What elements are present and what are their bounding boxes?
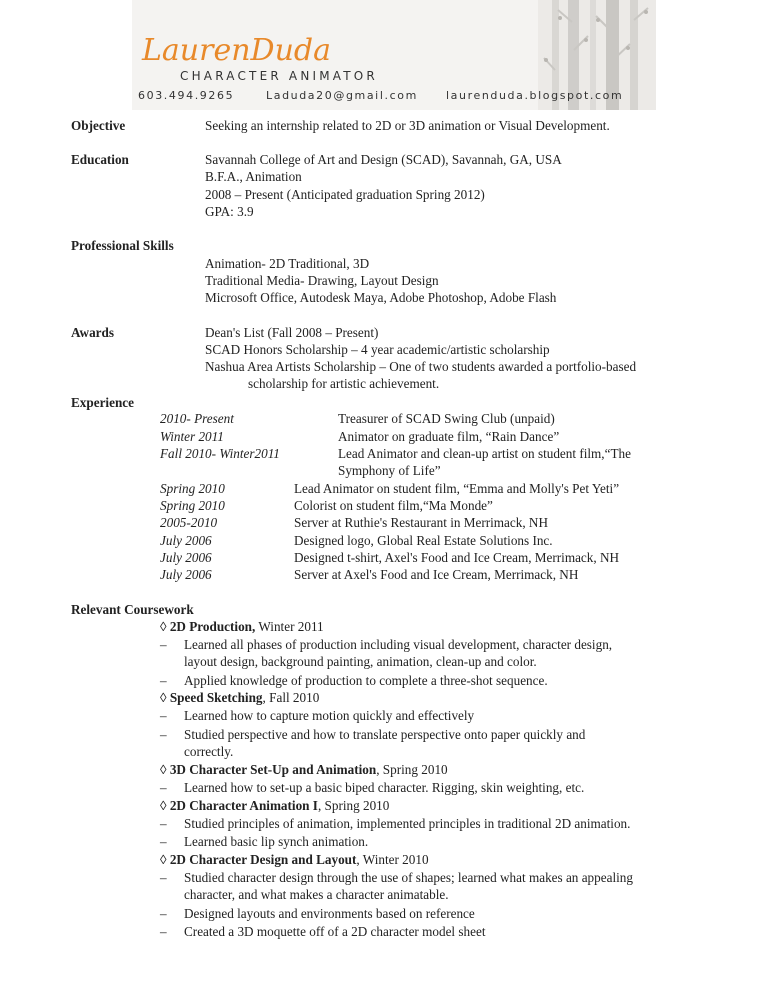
awards-line: Nashua Area Artists Scholarship – One of two students awarded a portfolio-based <box>205 359 637 374</box>
dash-bullet-icon: – <box>160 708 167 723</box>
coursework-heading: Relevant Coursework <box>71 602 194 617</box>
education-heading: Education <box>71 152 129 167</box>
objective-heading: Objective <box>71 118 126 133</box>
dash-bullet-icon: – <box>160 906 167 921</box>
course-term: , Spring 2010 <box>317 798 390 813</box>
course-title: 2D Character Animation I <box>169 798 318 813</box>
experience-desc: Lead Animator on student film, “Emma and Molly's Pet Yeti” <box>294 481 620 496</box>
experience-date: July 2006 <box>160 550 212 565</box>
course-bullet: correctly. <box>184 744 234 759</box>
diamond-bullet-icon: ◊ <box>160 852 167 867</box>
skills-line: Animation- 2D Traditional, 3D <box>205 256 370 271</box>
course-term: , Spring 2010 <box>376 762 448 777</box>
experience-desc: Treasurer of SCAD Swing Club (unpaid) <box>338 411 555 426</box>
dash-bullet-icon: – <box>160 816 167 831</box>
resume-title: CHARACTER ANIMATOR <box>180 69 378 83</box>
dash-bullet-icon: – <box>160 673 167 688</box>
diamond-bullet-icon: ◊ <box>160 762 167 777</box>
dash-bullet-icon: – <box>160 870 167 885</box>
experience-date: July 2006 <box>160 567 212 582</box>
experience-date: 2010- Present <box>160 411 234 426</box>
course-bullet: Designed layouts and environments based on reference <box>184 906 475 921</box>
skills-line: Traditional Media- Drawing, Layout Design <box>205 273 439 288</box>
course-bullet: Studied principles of animation, implemented principles in traditional 2D animation. <box>184 816 631 831</box>
skills-heading: Professional Skills <box>71 238 174 253</box>
phone-number: 603.494.9265 <box>138 89 235 102</box>
course-term: , Fall 2010 <box>262 690 320 705</box>
course-term: , Winter 2010 <box>356 852 429 867</box>
course-bullet: character, and what makes a character animatable. <box>184 887 449 902</box>
dash-bullet-icon: – <box>160 834 167 849</box>
course-title: 2D Production, <box>169 619 256 634</box>
course-bullet: Studied perspective and how to translate perspective onto paper quickly and <box>184 727 586 742</box>
email-address: Laduda20@gmail.com <box>266 89 418 102</box>
education-line: Savannah College of Art and Design (SCAD), Savannah, GA, USA <box>205 152 562 167</box>
course-bullet: layout design, background painting, animation, clean-up and color. <box>184 654 537 669</box>
experience-date: Winter 2011 <box>160 429 224 444</box>
awards-heading: Awards <box>71 325 114 340</box>
objective-text: Seeking an internship related to 2D or 3D animation or Visual Development. <box>205 118 610 133</box>
course-bullet: Learned all phases of production including visual development, character design, <box>184 637 613 652</box>
course-title-line <box>160 797 389 814</box>
course-title-line <box>160 618 324 635</box>
diamond-bullet-icon: ◊ <box>160 798 167 813</box>
experience-date: Spring 2010 <box>160 498 225 513</box>
course-bullet: Learned basic lip synch animation. <box>184 834 369 849</box>
experience-date: July 2006 <box>160 533 212 548</box>
experience-desc: Animator on graduate film, “Rain Dance” <box>338 429 560 444</box>
resume-name: LaurenDuda <box>142 33 332 68</box>
experience-desc: Server at Ruthie's Restaurant in Merrimack, NH <box>294 515 548 530</box>
experience-date: 2005-2010 <box>160 515 218 530</box>
course-bullet: Learned how to set-up a basic biped character. Rigging, skin weighting, etc. <box>184 780 585 795</box>
skills-line: Microsoft Office, Autodesk Maya, Adobe Photoshop, Adobe Flash <box>205 290 557 305</box>
course-bullet: Applied knowledge of production to complete a three-shot sequence. <box>184 673 548 688</box>
course-title-line <box>160 761 448 778</box>
website-link: laurenduda.blogspot.com <box>446 89 624 102</box>
dash-bullet-icon: – <box>160 727 167 742</box>
awards-line: SCAD Honors Scholarship – 4 year academic/artistic scholarship <box>205 342 550 357</box>
course-title-line <box>160 851 429 868</box>
awards-line: scholarship for artistic achievement. <box>248 376 440 391</box>
course-title: 2D Character Design and Layout <box>169 852 357 867</box>
dash-bullet-icon: – <box>160 924 167 939</box>
experience-desc: Server at Axel's Food and Ice Cream, Merrimack, NH <box>294 567 579 582</box>
diamond-bullet-icon: ◊ <box>160 690 167 705</box>
course-bullet: Studied character design through the use of shapes; learned what makes an appealing <box>184 870 633 885</box>
experience-desc: Colorist on student film,“Ma Monde” <box>294 498 493 513</box>
course-bullet: Learned how to capture motion quickly and effectively <box>184 708 475 723</box>
course-title: Speed Sketching <box>169 690 263 705</box>
education-line: 2008 – Present (Anticipated graduation Spring 2012) <box>205 187 485 202</box>
course-bullet: Created a 3D moquette off of a 2D character model sheet <box>184 924 486 939</box>
experience-desc: Designed logo, Global Real Estate Solutions Inc. <box>294 533 553 548</box>
diamond-bullet-icon: ◊ <box>160 619 167 634</box>
course-title-line <box>160 689 319 706</box>
awards-line: Dean's List (Fall 2008 – Present) <box>205 325 379 340</box>
course-term: Winter 2011 <box>255 619 324 634</box>
education-line: B.F.A., Animation <box>205 169 302 184</box>
education-line: GPA: 3.9 <box>205 204 254 219</box>
dash-bullet-icon: – <box>160 780 167 795</box>
experience-date: Fall 2010- Winter2011 <box>160 446 280 461</box>
experience-heading: Experience <box>71 395 134 410</box>
experience-desc-continued: Symphony of Life” <box>338 463 441 478</box>
course-title: 3D Character Set-Up and Animation <box>169 762 377 777</box>
experience-date: Spring 2010 <box>160 481 225 496</box>
experience-desc: Designed t-shirt, Axel's Food and Ice Cream, Merrimack, NH <box>294 550 620 565</box>
dash-bullet-icon: – <box>160 637 167 652</box>
experience-desc: Lead Animator and clean-up artist on student film,“The <box>338 446 631 461</box>
